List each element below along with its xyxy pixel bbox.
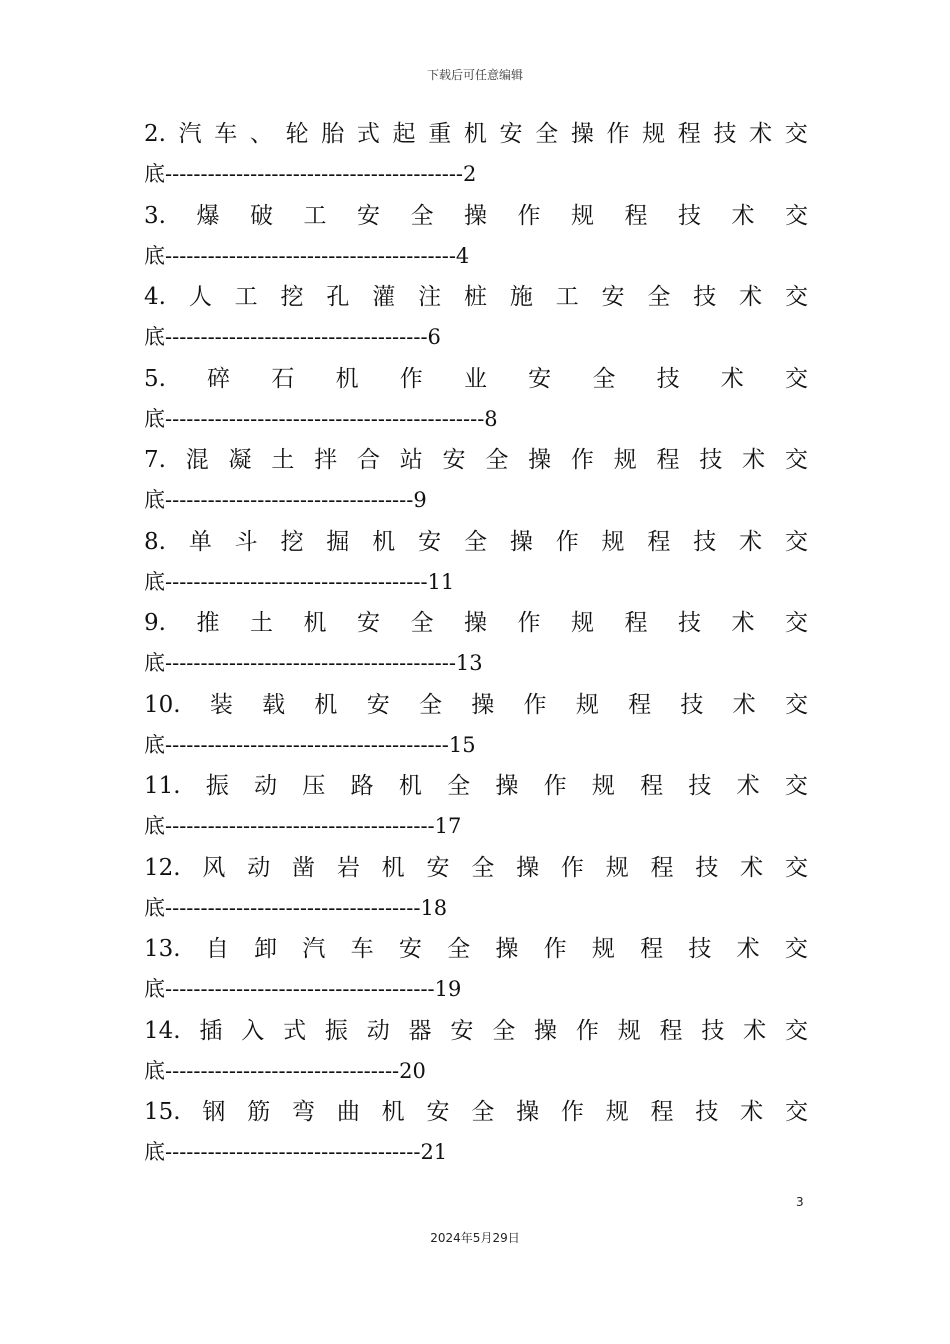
toc-entry[interactable] bbox=[144, 1092, 808, 1174]
toc-entry-leader: 底-------------------------------------6 bbox=[144, 325, 441, 349]
toc-entry-leader: 底-----------------------------------------13 bbox=[144, 651, 483, 675]
page-footer-date: 2024年5月29日 bbox=[430, 1231, 520, 1245]
toc-entry[interactable] bbox=[144, 603, 808, 685]
toc-entry-title: 9. 推 土 机 安 全 操 作 规 程 技 术 交 bbox=[144, 610, 808, 636]
toc-entry[interactable] bbox=[144, 766, 808, 848]
toc-entry[interactable] bbox=[144, 196, 808, 278]
toc-entry-leader: 底--------------------------------------19 bbox=[144, 977, 462, 1001]
toc-entry-title: 12. 风 动 凿 岩 机 安 全 操 作 规 程 技 术 交 bbox=[144, 854, 808, 881]
toc-entry[interactable] bbox=[144, 685, 808, 767]
toc-entry[interactable] bbox=[144, 114, 808, 196]
toc-entry-title: 2. 汽 车 、 轮 胎 式 起 重 机 安 全 操 作 规 程 技 术 交 bbox=[144, 121, 808, 147]
toc-entry-title: 4. 人 工 挖 孔 灌 注 桩 施 工 安 全 技 术 交 bbox=[144, 284, 808, 310]
toc-entry[interactable] bbox=[144, 359, 808, 441]
toc-entry[interactable] bbox=[144, 1011, 808, 1093]
page-header: 下载后可任意编辑 bbox=[426, 68, 523, 82]
toc-entry-leader: 底--------------------------------------17 bbox=[144, 814, 462, 838]
toc-entry[interactable] bbox=[144, 522, 808, 604]
toc-entry-title: 10. 装 载 机 安 全 操 作 规 程 技 术 交 bbox=[144, 691, 808, 718]
toc-entry-title: 7. 混 凝 土 拌 合 站 安 全 操 作 规 程 技 术 交 bbox=[144, 447, 808, 473]
toc-entry-title: 8. 单 斗 挖 掘 机 安 全 操 作 规 程 技 术 交 bbox=[144, 528, 808, 555]
toc-entry-title: 11. 振 动 压 路 机 全 操 作 规 程 技 术 交 bbox=[144, 773, 808, 799]
toc-entry-title: 5. 碎 石 机 作 业 安 全 技 术 交 bbox=[144, 365, 808, 392]
toc-entry-title: 14. 插 入 式 振 动 器 安 全 操 作 规 程 技 术 交 bbox=[144, 1017, 808, 1044]
toc-entry-leader: 底---------------------------------20 bbox=[144, 1058, 426, 1083]
toc-entry-title: 15. 钢 筋 弯 曲 机 安 全 操 作 规 程 技 术 交 bbox=[144, 1099, 808, 1125]
toc-entry[interactable] bbox=[144, 848, 808, 930]
toc-entry-leader: 底-----------------------------------9 bbox=[144, 488, 427, 512]
toc-entry-leader: 底-------------------------------------11 bbox=[144, 569, 455, 594]
toc-entry-leader: 底-----------------------------------------4 bbox=[144, 243, 470, 268]
toc-entry-title: 3. 爆 破 工 安 全 操 作 规 程 技 术 交 bbox=[144, 202, 808, 229]
toc-entry-leader: 底------------------------------------18 bbox=[144, 895, 448, 920]
page-number: 3 bbox=[796, 1195, 804, 1209]
toc-entry[interactable] bbox=[144, 440, 808, 522]
toc-entry-leader: 底----------------------------------------15 bbox=[144, 732, 476, 757]
toc-entry-leader: 底---------------------------------------------8 bbox=[144, 406, 498, 431]
toc-entry-leader: 底------------------------------------------2 bbox=[144, 162, 477, 186]
table-of-contents bbox=[144, 114, 808, 1174]
toc-entry[interactable] bbox=[144, 929, 808, 1011]
toc-entry[interactable] bbox=[144, 277, 808, 359]
toc-entry-title: 13. 自 卸 汽 车 安 全 操 作 规 程 技 术 交 bbox=[144, 936, 808, 962]
toc-entry-leader: 底------------------------------------21 bbox=[144, 1140, 448, 1164]
